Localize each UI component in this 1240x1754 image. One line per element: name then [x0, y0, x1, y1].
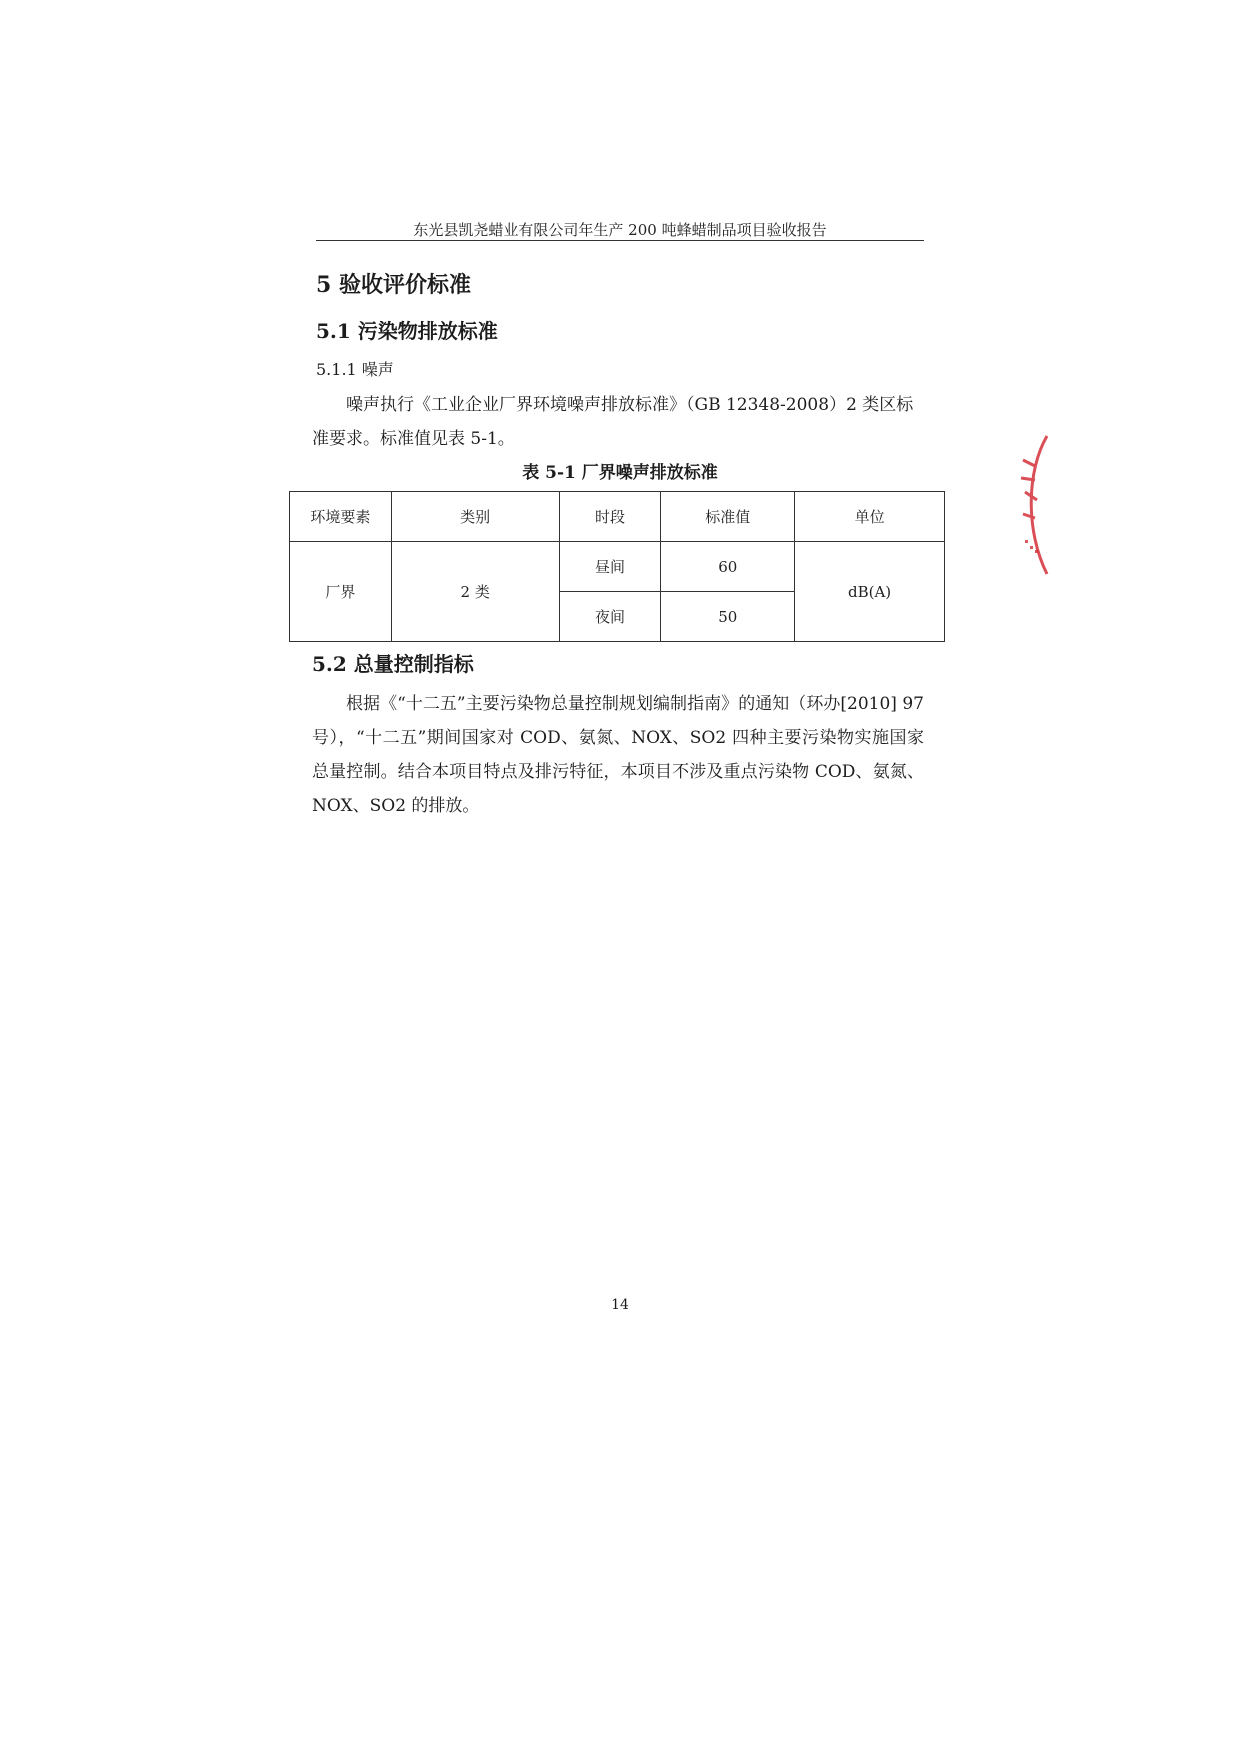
total-control-text: 根据《“十二五”主要污染物总量控制规划编制指南》的通知（环办[2010] 97 号），“十二五”期间国家对 COD、氨氮、NOX、SO2 四种主要污染物实施国家总量控制。结合本项目特点及排污特征，本项目不涉及重点污染物 COD、氨氮、NOX、SO2 的排放。 [312, 694, 924, 816]
document-header: 东光县凯尧蜡业有限公司年生产 200 吨蜂蜡制品项目验收报告 [413, 221, 827, 239]
noise-paragraph-line-1: 噪声执行《工业企业厂界环境噪声排放标准》（GB 12348-2008）2 类区标 [346, 395, 914, 415]
red-seal-stamp-icon [1005, 430, 1055, 580]
section-5-2-title: 5.2 总量控制指标 [312, 652, 474, 676]
noise-paragraph [312, 388, 924, 456]
noise-standard-table [289, 491, 945, 642]
section-5-title: 5 验收评价标准 [316, 272, 471, 298]
total-control-paragraph [312, 687, 924, 823]
table-row [290, 542, 945, 592]
period-cell: 夜间 [559, 592, 661, 642]
section-5-1-1-title: 5.1.1 噪声 [316, 360, 394, 379]
section-5-1-title: 5.1 污染物排放标准 [316, 319, 498, 343]
page-number: 14 [611, 1297, 629, 1313]
value-cell: 50 [661, 592, 795, 642]
header-cell: 标准值 [661, 492, 795, 542]
unit-cell: dB(A) [795, 542, 945, 642]
header-cell: 单位 [795, 492, 945, 542]
table-header-row [290, 492, 945, 542]
header-cell: 类别 [391, 492, 559, 542]
element-cell: 厂界 [290, 542, 392, 642]
table-caption: 表 5-1 厂界噪声排放标准 [522, 463, 718, 483]
header-cell: 环境要素 [290, 492, 392, 542]
header-rule [316, 240, 924, 241]
header-cell: 时段 [559, 492, 661, 542]
noise-paragraph-line-2: 准要求。标准值见表 5-1。 [312, 429, 515, 449]
category-cell: 2 类 [391, 542, 559, 642]
period-cell: 昼间 [559, 542, 661, 592]
value-cell: 60 [661, 542, 795, 592]
